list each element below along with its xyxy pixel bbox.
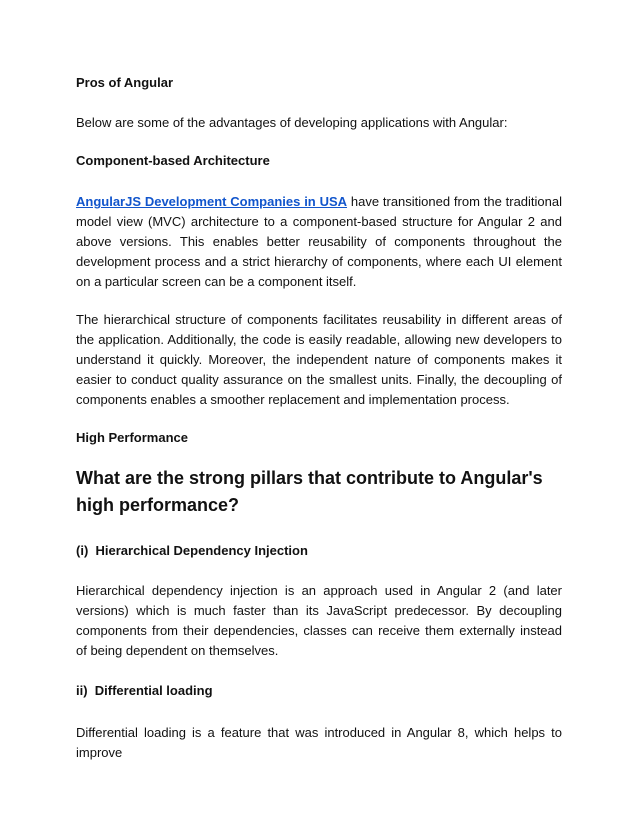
angularjs-companies-link[interactable]: AngularJS Development Companies in USA [76,194,348,209]
dependency-injection-paragraph: Hierarchical dependency injection is an approach used in Angular 2 (and later versions) which is much faster than its JavaScript predecessor. By decoupling components from their dependencies, classes can receive them externally instead of being dependent on themselves. [76,583,562,658]
intro-paragraph: Below are some of the advantages of developing applications with Angular: [76,115,508,130]
hierarchy-paragraph: The hierarchical structure of components facilitates reusability in different areas of the application. Additionally, the code is easily readable, allowing new developers to understand it quickly. Moreover, the independent nature of components makes it easier to conduct quality assurance on the smallest units. Finally, the decoupling of components enables a smoother replacement and implementation process. [76,312,562,407]
pillars-heading: What are the strong pillars that contribute to Angular's high performance? [76,468,543,515]
differential-loading-heading: ii) Differential loading [76,683,213,698]
dependency-injection-heading: (i) Hierarchical Dependency Injection [76,543,308,558]
component-paragraph [76,192,562,292]
high-performance-heading: High Performance [76,430,188,445]
document-page [76,73,562,763]
component-architecture-heading: Component-based Architecture [76,153,270,168]
component-paragraph-text: have transitioned from the traditional model view (MVC) architecture to a component-based structure for Angular 2 and above versions. This enables better reusability of components throughout the development process and a strict hierarchy of components, where each UI element on a particular screen can be a component itself. [76,194,562,289]
differential-loading-paragraph: Differential loading is a feature that was introduced in Angular 8, which helps to improve [76,725,562,760]
pros-heading: Pros of Angular [76,75,174,90]
